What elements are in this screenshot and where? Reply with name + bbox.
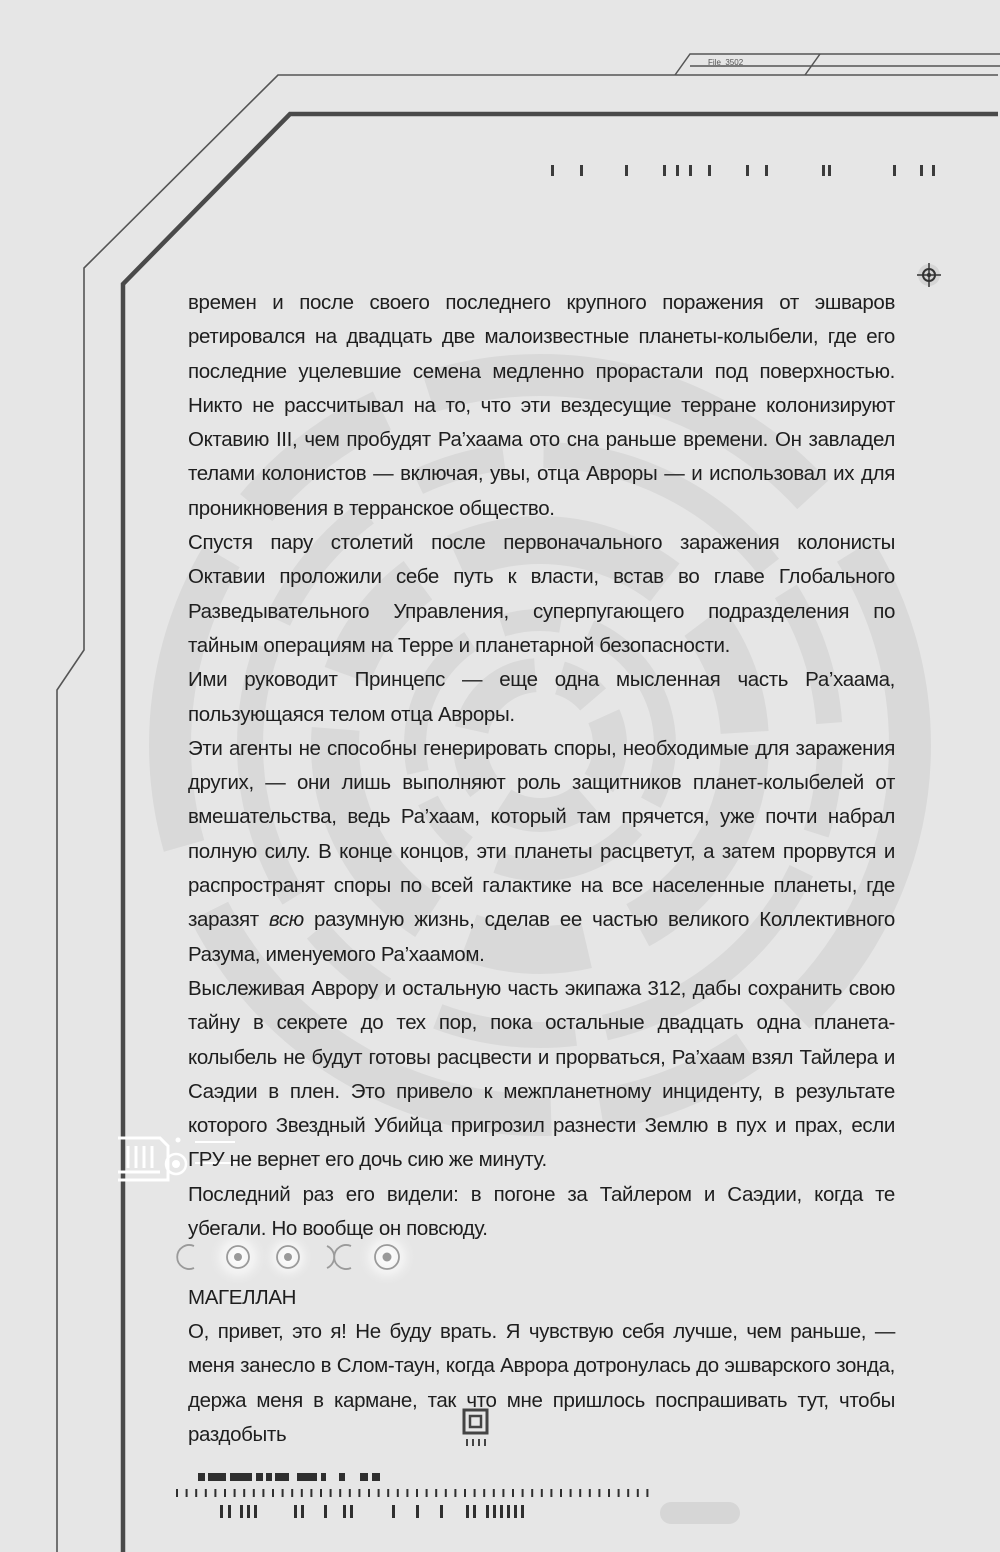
tick-mark — [426, 1489, 428, 1497]
paragraph-last-seen: Последний раз его видели: в погоне за Тайлером и Саэдии, когда те убегали. Но вообще он повсюду. — [188, 1182, 895, 1241]
tick-mark — [378, 1489, 380, 1497]
paragraph-magellan: О, привет, это я! Не буду врать. Я чувствую себя лучше, чем раньше, — меня занесло в Слом-таун, когда Аврора дотронулась до эшварского зонда, держа меня в кармане, так что мне пришлось поспрашивать тут, чтобы раздобыть — [188, 1319, 895, 1446]
tick-mark — [262, 1489, 264, 1497]
tick-mark — [550, 1489, 552, 1497]
tick-mark — [224, 1489, 226, 1497]
bottom-barcode-bottom — [220, 1505, 524, 1518]
tick-mark — [176, 1489, 178, 1497]
tick-mark — [589, 1489, 591, 1497]
tick-mark — [214, 1489, 216, 1497]
tick-mark — [387, 1489, 389, 1497]
paragraph-agents — [188, 732, 895, 972]
tick-mark — [483, 1489, 485, 1497]
tick-mark — [406, 1489, 408, 1497]
tick-mark — [349, 1489, 351, 1497]
tick-mark — [205, 1489, 207, 1497]
tick-mark — [339, 1489, 341, 1497]
bottom-right-box — [660, 1502, 740, 1524]
tick-mark — [627, 1489, 629, 1497]
tick-mark — [282, 1489, 284, 1497]
tick-mark — [454, 1489, 456, 1497]
tick-mark — [272, 1489, 274, 1497]
crosshair-icon — [917, 263, 941, 287]
tick-mark — [253, 1489, 255, 1497]
tick-mark — [195, 1489, 197, 1497]
bottom-tick-row — [176, 1489, 648, 1497]
tick-mark — [464, 1489, 466, 1497]
tick-mark — [301, 1489, 303, 1497]
agents-text-start: Эти агенты не способны генерировать споры, необходимые для заражения других, — они лишь выполняют роль защитников планет-колыбелей от вмешательства, ведь Ра’хаам, который там прячется, уже почти набрал полную силу. В конце концов, эти планеты расцветут, а затем прорвутся и распространят споры по всей галактике на все населенные планеты, где заразят — [188, 736, 895, 932]
header-tab-label: File_3502 — [708, 58, 744, 67]
tick-mark — [234, 1489, 236, 1497]
tick-mark — [541, 1489, 543, 1497]
top-ticks — [551, 165, 935, 176]
tick-mark — [512, 1489, 514, 1497]
tick-mark — [368, 1489, 370, 1497]
tick-mark — [445, 1489, 447, 1497]
agents-text-emphasis: всю — [269, 908, 304, 932]
body-text — [188, 286, 895, 1452]
paragraph-rahaam-history: времен и после своего последнего крупного поражения от эшваров ретировался на двадцать две малоизвестные планеты-колыбели, где его последние уцелевшие семена медленно прорастали под поверхностью. Никто не рассчитывал на то, что эти вездесущие терране колонизируют Октавию III, чем пробудят Ра’хаама ото сна раньше времени. Он завладел телами колонистов — включая, увы, отца Авроры — и использовал их для проникновения в терранское общество. — [188, 291, 895, 520]
tick-mark — [531, 1489, 533, 1497]
tick-mark — [560, 1489, 562, 1497]
tick-mark — [243, 1489, 245, 1497]
tick-mark — [358, 1489, 360, 1497]
bottom-barcode-top — [198, 1473, 380, 1481]
tick-mark — [291, 1489, 293, 1497]
tick-mark — [474, 1489, 476, 1497]
tick-mark — [397, 1489, 399, 1497]
tick-mark — [646, 1489, 648, 1497]
tick-mark — [320, 1489, 322, 1497]
tick-mark — [608, 1489, 610, 1497]
tick-mark — [310, 1489, 312, 1497]
tick-mark — [330, 1489, 332, 1497]
tick-mark — [579, 1489, 581, 1497]
tick-mark — [618, 1489, 620, 1497]
paragraph-colonists: Спустя пару столетий после первоначального заражения колонисты Октавии проложили себе путь к власти, встав во главе Глобального Разведывательного Управления, суперпугающего подразделения по тайным операциям на Терре и планетарной безопасности. — [188, 531, 895, 657]
agents-text-end: разумную жизнь, сделав ее частью великого Коллективного Разума, именуемого Ра’хаамом. — [188, 908, 895, 966]
paragraph-princeps: Ими руководит Принцепс — еще одна мысленная часть Ра’хаама, пользующаяся телом отца Авроры. — [188, 668, 895, 726]
tick-mark — [416, 1489, 418, 1497]
tick-mark — [522, 1489, 524, 1497]
paragraph-tracking: Выслеживая Аврору и остальную часть экипажа 312, дабы сохранить свою тайну в секрете до тех пор, пока остальные двадцать одна планета-колыбель не будут готовы расцвести и прорваться, Ра’хаам взял Тайлера и Саэдии в плен. Это привело к межпланетному инциденту, в результате которого Звездный Убийца пригрозил разнести Землю в пух и прах, если ГРУ не вернет его дочь сию же минуту. — [188, 976, 895, 1172]
tick-mark — [598, 1489, 600, 1497]
section-heading: МАГЕЛЛАН — [188, 1285, 297, 1309]
tick-mark — [502, 1489, 504, 1497]
tick-mark — [435, 1489, 437, 1497]
tick-mark — [637, 1489, 639, 1497]
tick-mark — [186, 1489, 188, 1497]
tick-mark — [570, 1489, 572, 1497]
tick-mark — [493, 1489, 495, 1497]
